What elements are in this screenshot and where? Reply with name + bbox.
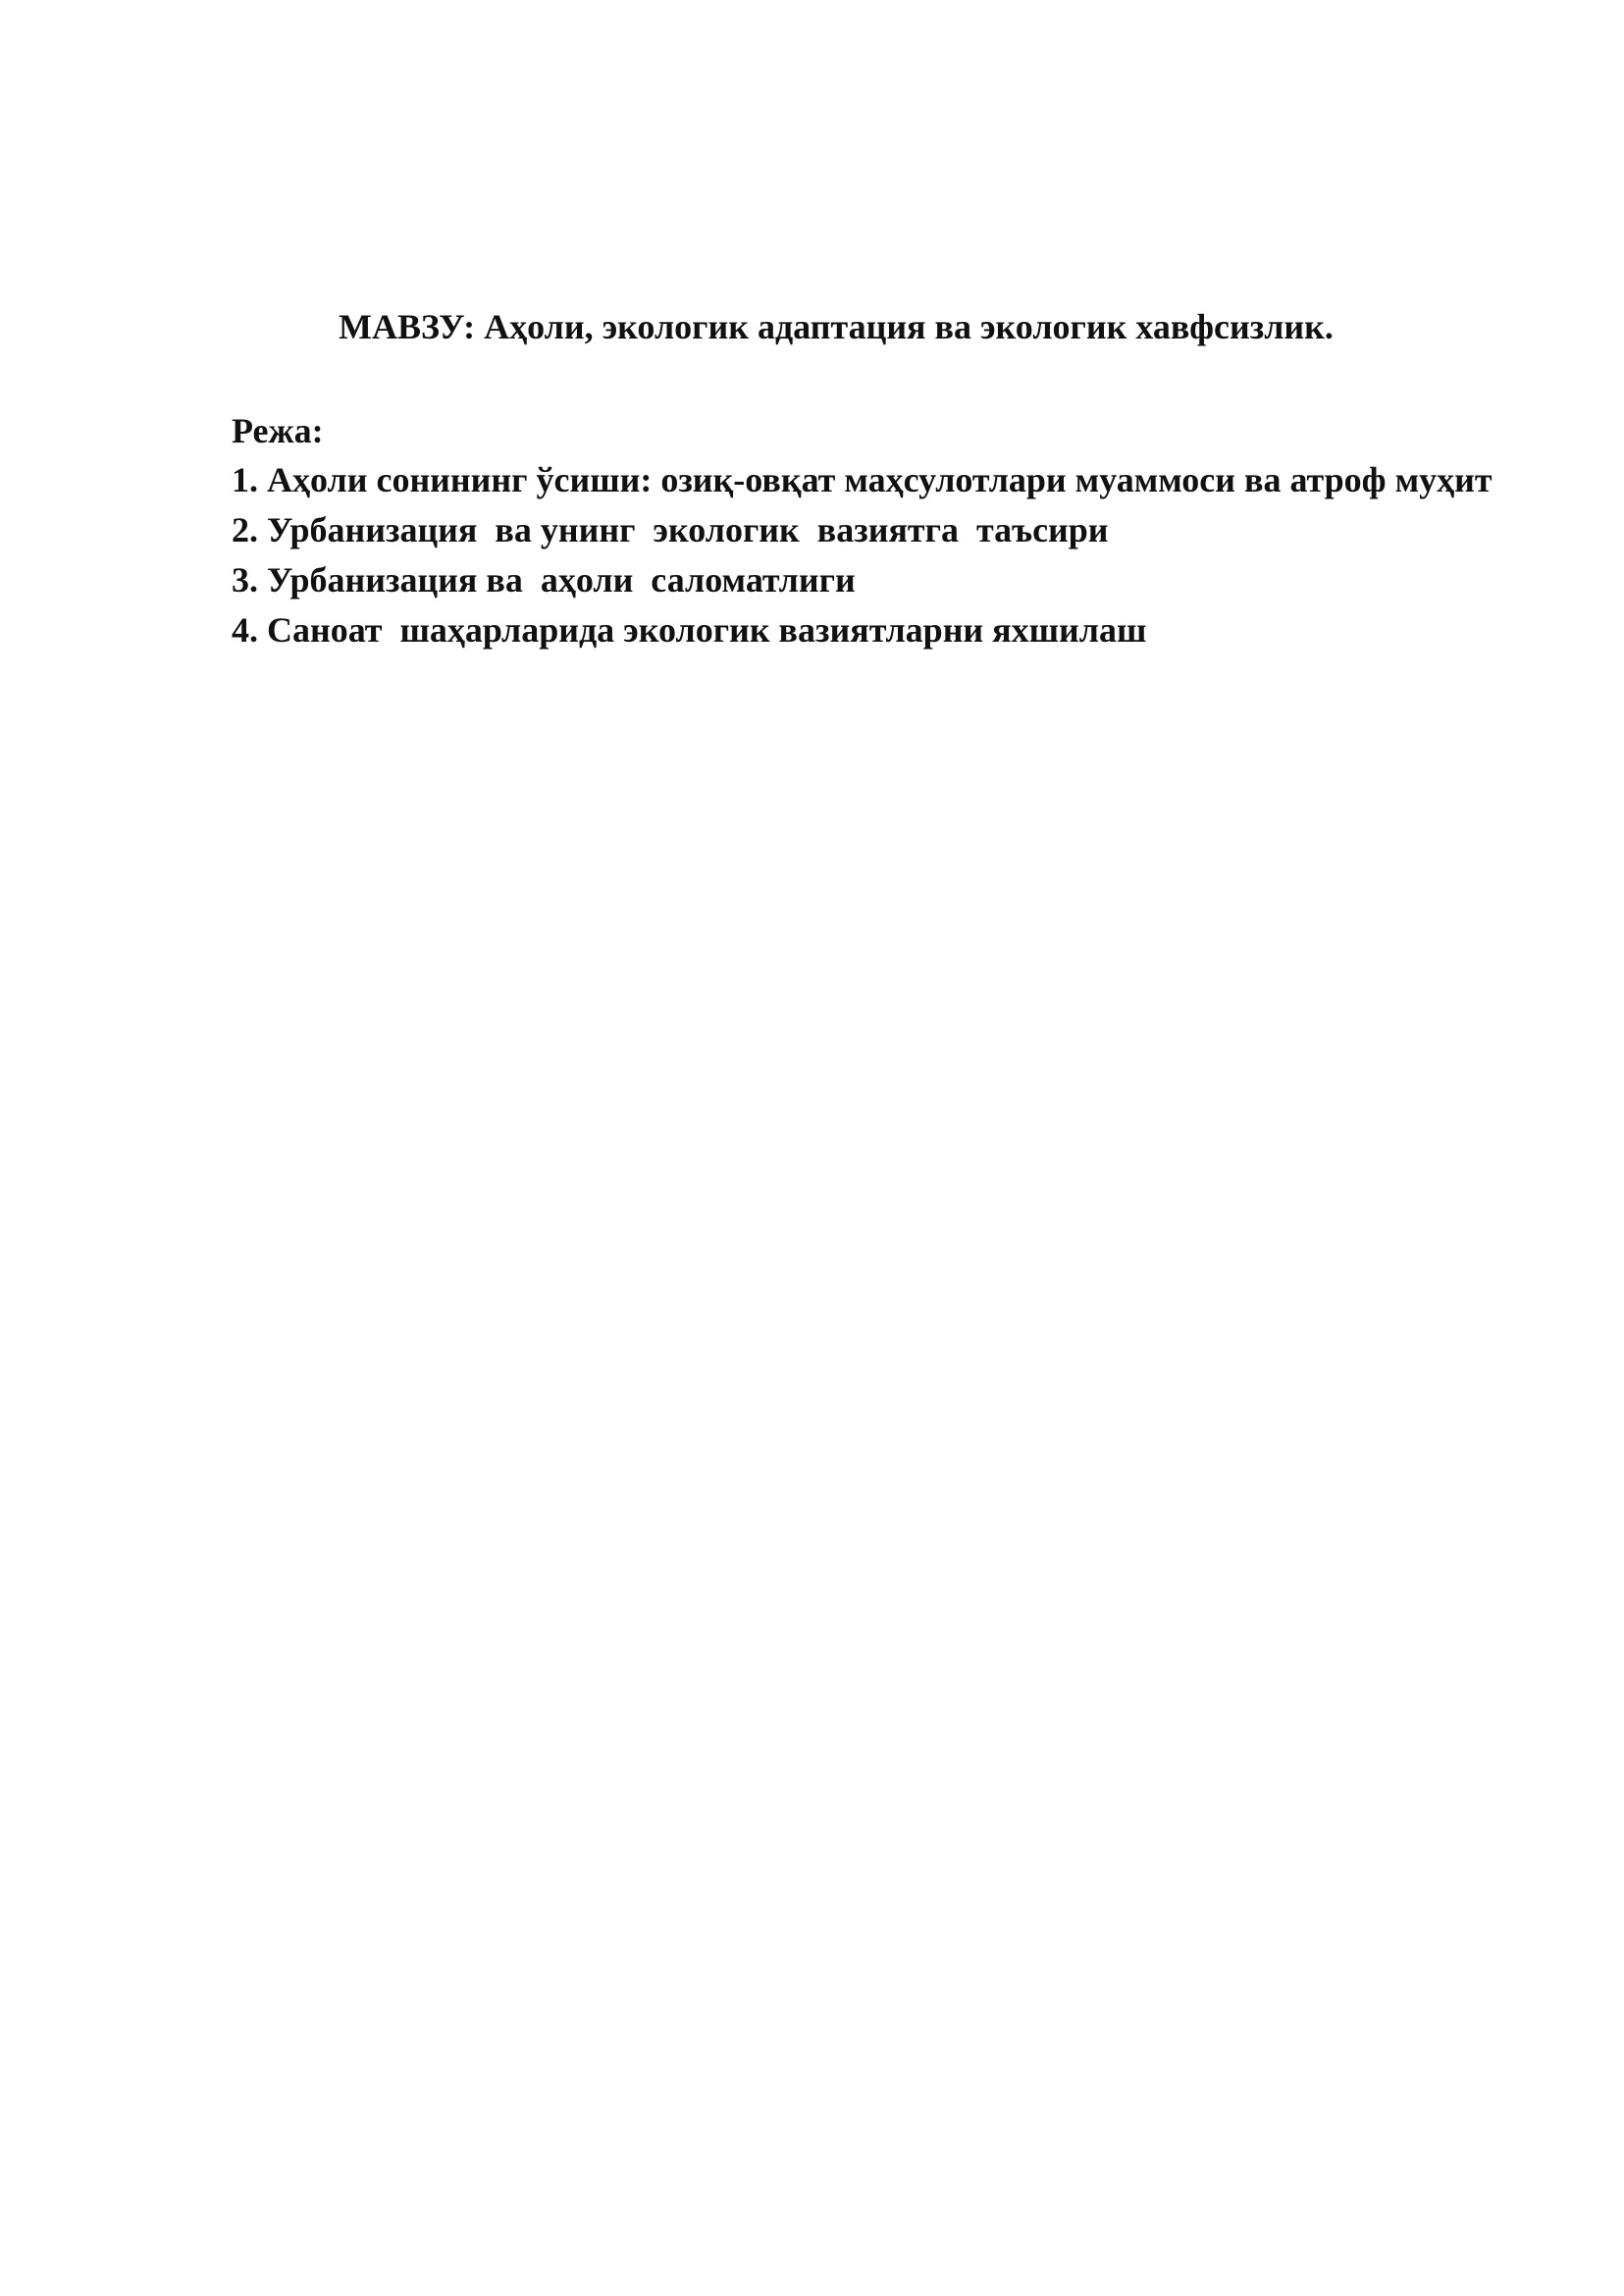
plan-heading: Режа:: [232, 411, 324, 450]
plan-item-2: 2. Урбанизация ва унинг экологик вазиятга таъсири: [232, 510, 1109, 549]
plan-item-3: 3. Урбанизация ва аҳоли саломатлиги: [232, 560, 856, 600]
document-title: МАВЗУ: Аҳоли, экологик адаптация ва экологик хавфсизлик.: [339, 307, 1334, 346]
plan-list: [232, 455, 1517, 655]
plan-item-4: 4. Саноат шаҳарларида экологик вазиятларни яхшилаш: [232, 610, 1147, 650]
plan-item-1: 1. Аҳоли сонининг ўсиши: озиқ-овқат маҳсулотлари муаммоси ва атроф муҳит: [232, 460, 1493, 499]
